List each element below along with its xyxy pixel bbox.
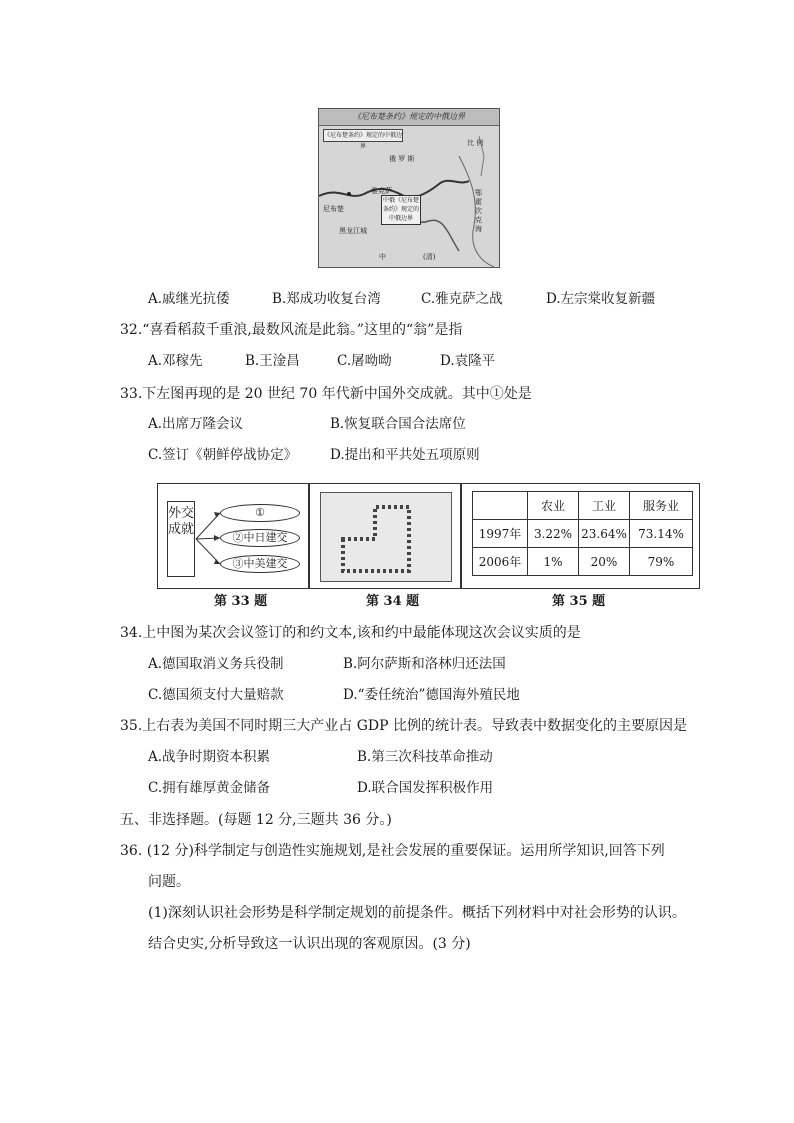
- treaty-ribbon-drawing: [321, 493, 451, 581]
- table-header-row: [473, 492, 693, 520]
- achievement-oval-1: ①: [220, 504, 300, 522]
- table-header-cell: 农业: [528, 492, 579, 520]
- map-title: 《尼布楚条约》规定的中俄边界: [319, 109, 499, 126]
- caption-35: 第 35 题: [552, 594, 606, 609]
- table-cell: 73.14%: [630, 520, 693, 548]
- q35-option-b: B.第三次科技革命推动: [357, 749, 493, 765]
- table-header-cell: [473, 492, 528, 520]
- q34-stem: 34.上中图为某次会议签订的和约文本,该和约中最能体现这次会议实质的是: [120, 625, 581, 641]
- figure-panel-33: [158, 484, 310, 588]
- q32-option-d: D.袁隆平: [440, 353, 496, 369]
- map-label-nerchinsk: 尼布楚: [323, 205, 344, 213]
- q31-option-d: D.左宗棠收复新疆: [546, 291, 656, 307]
- q34-option-b: B.阿尔萨斯和洛林归还法国: [343, 656, 506, 672]
- q33-option-d: D.提出和平共处五项原则: [330, 447, 480, 463]
- map-label-scale: 比 例: [467, 139, 484, 147]
- q36-sub1-line-2: 结合史实,分析导致这一认识出现的客观原因。(3 分): [148, 936, 471, 952]
- q34-option-d: D.“委任统治”德国海外殖民地: [343, 687, 520, 703]
- table-cell: 20%: [579, 548, 630, 576]
- q32-option-b: B.王淦昌: [245, 353, 300, 369]
- figure-panel-34: [312, 484, 462, 588]
- q33-option-b: B.恢复联合国合法席位: [330, 416, 466, 432]
- treaty-document-photo: [320, 492, 452, 582]
- q34-option-c: C.德国须支付大量赔款: [148, 687, 284, 703]
- q35-option-d: D.联合国发挥积极作用: [357, 780, 494, 796]
- map-label-qing: (清): [423, 253, 436, 261]
- table-cell: 1997年: [473, 520, 528, 548]
- q31-option-b: B.郑成功收复台湾: [272, 291, 381, 307]
- table-header-cell: 服务业: [630, 492, 693, 520]
- q35-stem: 35.上右表为美国不同时期三大产业占 GDP 比例的统计表。导致表中数据变化的主要原因是: [120, 718, 687, 734]
- achievement-oval-3: ③中美建交: [220, 555, 300, 573]
- table-cell: 79%: [630, 548, 693, 576]
- map-note-box: 中俄《尼布楚条约》规定的中俄边界: [381, 195, 421, 225]
- table-cell: 3.22%: [528, 520, 579, 548]
- q35-option-c: C.拥有雄厚黄金储备: [148, 780, 271, 796]
- table-cell: 2006年: [473, 548, 528, 576]
- q35-option-a: A.战争时期资本积累: [148, 749, 271, 765]
- table-header-cell: 工业: [579, 492, 630, 520]
- table-cell: 23.64%: [579, 520, 630, 548]
- q31-option-c: C.雅克萨之战: [421, 291, 503, 307]
- achievement-oval-2: ②中日建交: [220, 529, 300, 547]
- table-cell: 1%: [528, 548, 579, 576]
- table-row: [473, 548, 693, 576]
- q32-stem: 32.“喜看稻菽千重浪,最数风流是此翁。”这里的“翁”是指: [120, 322, 463, 338]
- map-label-heilongjiang: 黑龙江城: [339, 227, 367, 235]
- q33-stem: 33.下左图再现的是 20 世纪 70 年代新中国外交成就。其中①处是: [120, 386, 532, 402]
- q31-option-a: A.戚继光抗倭: [148, 291, 230, 307]
- figure-panel-35: [464, 484, 699, 588]
- map-label-russia: 俄 罗 斯: [389, 155, 415, 163]
- section-5-heading: 五、非选择题。(每题 12 分,三题共 36 分。): [120, 812, 392, 828]
- q33-option-a: A.出席万隆会议: [148, 416, 244, 432]
- map-label-china: 中: [379, 253, 386, 261]
- treaty-map: [318, 108, 500, 268]
- q32-option-c: C.屠呦呦: [337, 353, 392, 369]
- map-label-sea: 鄂霍次克海: [475, 189, 482, 233]
- q36-sub1-line-1: (1)深刻认识社会形势是科学制定规划的前提条件。概括下列材料中对社会形势的认识。: [148, 905, 686, 921]
- q32-option-a: A.邓稼先: [148, 353, 203, 369]
- table-row: [473, 520, 693, 548]
- q36-line-1: 36. (12 分)科学制定与创造性实施规划,是社会发展的重要保证。运用所学知识,回答下列: [120, 843, 665, 859]
- diplomacy-box: 外交成就: [167, 501, 195, 577]
- q33-option-c: C.签订《朝鲜停战协定》: [148, 447, 298, 463]
- q36-line-2: 问题。: [148, 874, 190, 890]
- figure-strip: [157, 483, 700, 589]
- caption-34: 第 34 题: [366, 594, 420, 609]
- caption-33: 第 33 题: [214, 594, 268, 609]
- q34-option-a: A.德国取消义务兵役制: [148, 656, 284, 672]
- nerchinsk-dot: [347, 192, 351, 196]
- map-label-yaksa: 雅克萨: [371, 187, 392, 195]
- gdp-share-table: [472, 491, 693, 576]
- map-legend: 《尼布楚条约》规定的中俄边界: [323, 129, 403, 142]
